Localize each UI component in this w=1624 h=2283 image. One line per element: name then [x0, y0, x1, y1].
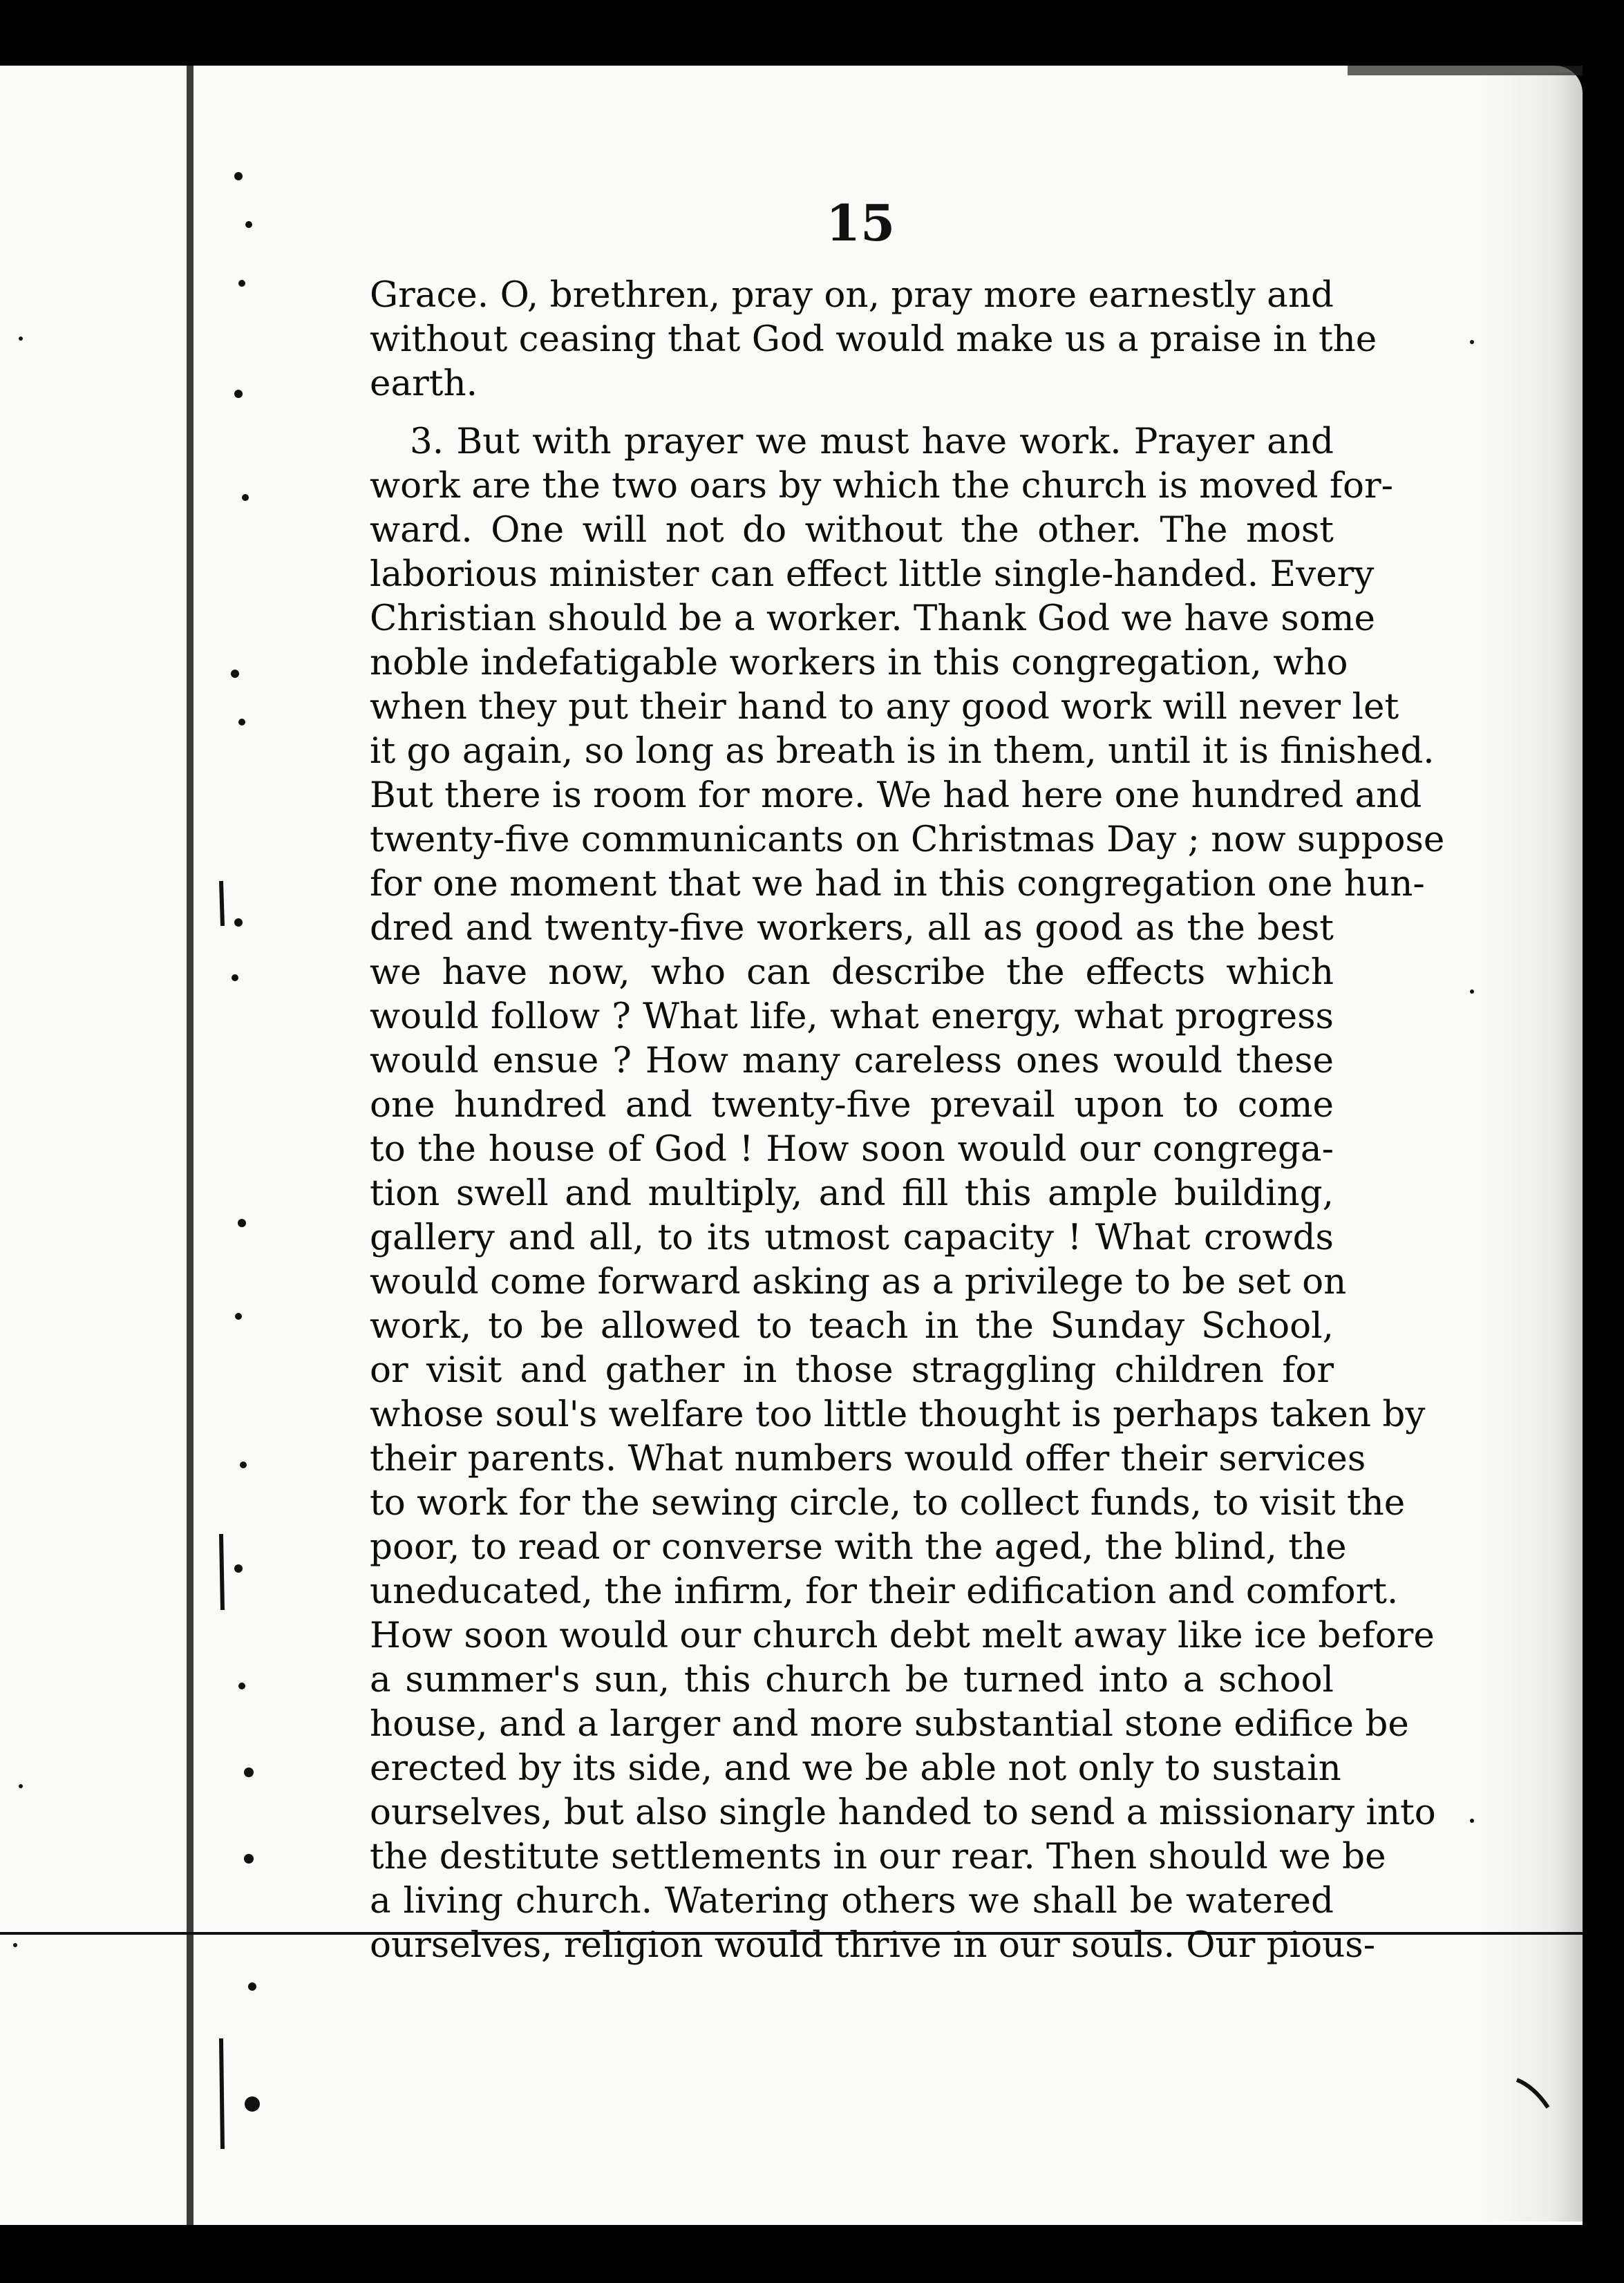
text-line: whose soul's welfare too little thought is perhaps taken by [370, 1394, 1426, 1435]
speck [234, 390, 243, 398]
text-line: when they put their hand to any good work will never let [370, 686, 1399, 728]
text-line: ourselves, but also single handed to send a missionary into [370, 1792, 1436, 1833]
speck [245, 2096, 260, 2112]
speck [244, 1854, 254, 1864]
text-line: would come forward asking as a privilege to be set on [370, 1261, 1347, 1302]
speck [1470, 340, 1474, 344]
text-line: Grace. O, brethren, pray on, pray more earnestly and [370, 274, 1334, 316]
text-line: we have now, who can describe the effects which [370, 951, 1334, 993]
text-line: a summer's sun, this church be turned into a school [370, 1659, 1334, 1701]
text-line: their parents. What numbers would offer their services [370, 1438, 1366, 1479]
text-line: 3. But with prayer we must have work. Prayer and [410, 421, 1334, 462]
speck [232, 974, 238, 981]
paragraph-1 [370, 273, 1377, 406]
speck [238, 1683, 245, 1689]
text-line: ward. One will not do without the other. The most [370, 509, 1334, 551]
speck [234, 918, 243, 927]
text-line: tion swell and multiply, and fill this ample building, [370, 1173, 1334, 1214]
text-line: dred and twenty-five workers, all as good as the best [370, 907, 1334, 949]
speck [234, 172, 243, 180]
speck-mark [221, 881, 223, 926]
speck [235, 1313, 242, 1320]
speck [19, 337, 23, 341]
speck-mark [221, 2038, 223, 2149]
text-line: or visit and gather in those straggling children for [370, 1349, 1334, 1391]
speck-mark [1517, 2080, 1548, 2107]
text-line: poor, to read or converse with the aged, the blind, the [370, 1526, 1347, 1568]
speck [244, 1768, 254, 1777]
speck [240, 1461, 247, 1468]
text-line: But there is room for more. We had here one hundred and [370, 775, 1422, 816]
speck [238, 719, 245, 726]
speck [248, 1982, 256, 1991]
text-line: one hundred and twenty-five prevail upon to come [370, 1084, 1334, 1126]
text-line: would follow ? What life, what energy, what progress [370, 996, 1334, 1037]
speck [13, 1943, 17, 1947]
text-line: Christian should be a worker. Thank God we have some [370, 598, 1376, 639]
text-line: work, to be allowed to teach in the Sunday School, [370, 1305, 1334, 1347]
text-line: the destitute settlements in our rear. Then should we be [370, 1836, 1386, 1877]
speck [238, 280, 245, 287]
text-line: a living church. Watering others we shall be watered [370, 1880, 1334, 1922]
text-line: laborious minister can effect little single-handed. Every [370, 553, 1375, 595]
text-line: house, and a larger and more substantial stone edifice be [370, 1703, 1409, 1745]
body-text [370, 273, 1445, 1967]
speck [234, 1564, 243, 1573]
speck [1470, 989, 1474, 994]
text-line: it go again, so long as breath is in them, until it is finished. [370, 730, 1435, 772]
speck [245, 221, 252, 228]
text-line: for one moment that we had in this congregation one hun- [370, 863, 1425, 904]
paragraph-2 [370, 419, 1445, 1967]
speck-mark [221, 1534, 223, 1610]
text-line: to work for the sewing circle, to collect funds, to visit the [370, 1482, 1406, 1524]
text-line: earth. [370, 363, 478, 404]
text-line: How soon would our church debt melt away like ice before [370, 1615, 1435, 1656]
text-line: ourselves, religion would thrive in our souls. Our pious- [370, 1924, 1376, 1966]
text-line: noble indefatigable workers in this congregation, who [370, 642, 1348, 683]
text-line: to the house of God ! How soon would our congrega- [370, 1128, 1334, 1170]
speck [1470, 1819, 1474, 1823]
text-line: work are the two oars by which the church is moved for- [370, 465, 1393, 506]
speck [19, 1784, 23, 1788]
speck [238, 1219, 246, 1227]
text-line: twenty-five communicants on Christmas Day ; now suppose [370, 819, 1445, 860]
text-line: erected by its side, and we be able not only to sustain [370, 1747, 1341, 1789]
text-line: gallery and all, to its utmost capacity ! What crowds [370, 1217, 1334, 1258]
text-line: uneducated, the infirm, for their edification and comfort. [370, 1571, 1399, 1612]
speck [231, 670, 239, 678]
speck [242, 494, 249, 501]
text-line: without ceasing that God would make us a praise in the [370, 319, 1377, 360]
page-number: 15 [826, 193, 896, 252]
text-line: would ensue ? How many careless ones would these [370, 1040, 1334, 1081]
